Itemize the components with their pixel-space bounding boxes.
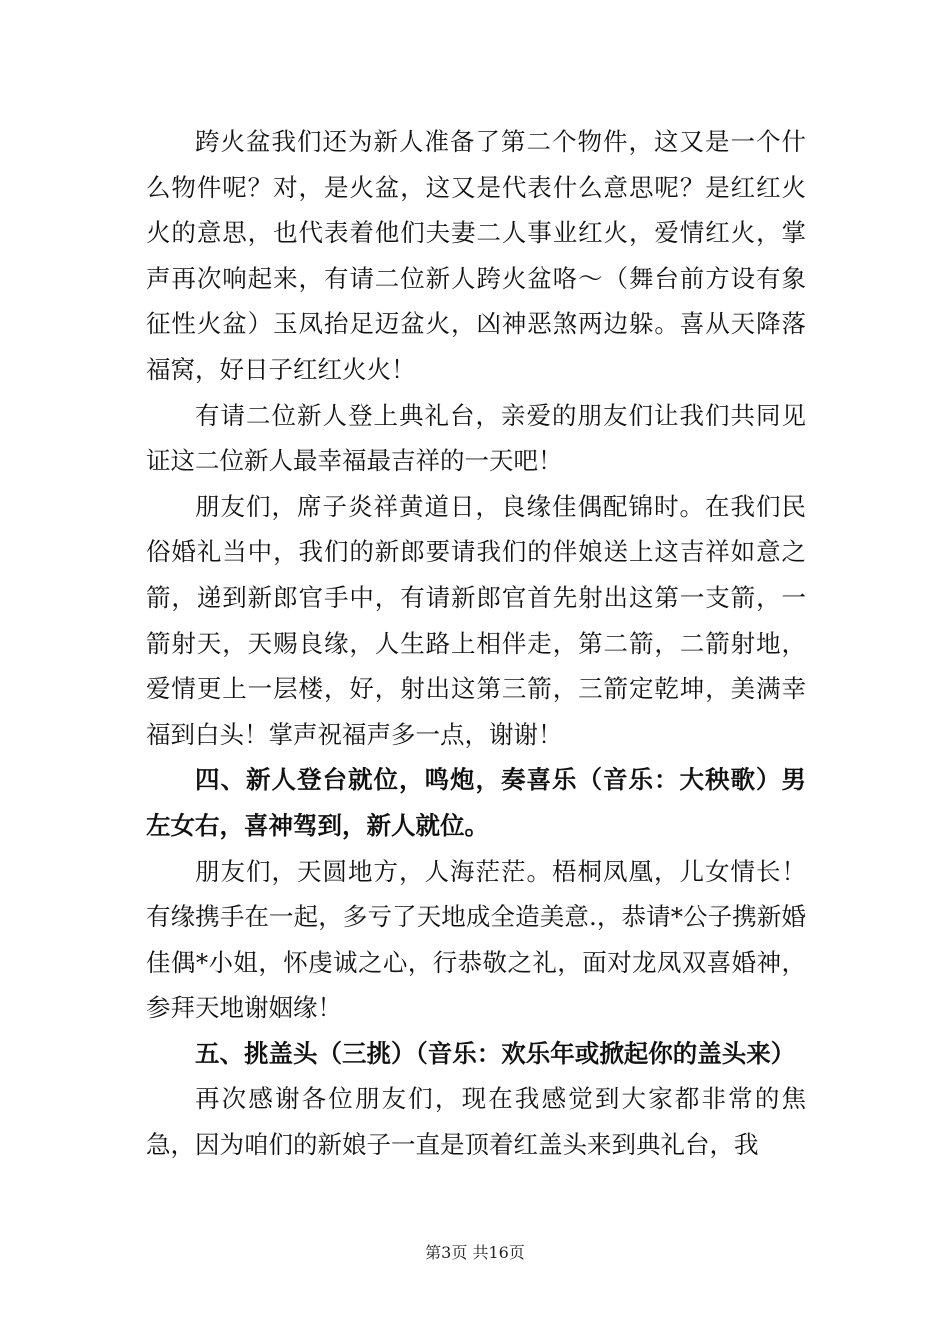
paragraph-fire-basin: 跨火盆我们还为新人准备了第二个物件，这又是一个什么物件呢？对，是火盆，这又是代表什么意思呢？是红红火火的意思，也代表着他们夫妻二人事业红火，爱情红火，掌声再次响起来，有请二位新人跨火盆咯～（舞台前方设有象征性火盆）玉凤抬足迈盆火，凶神恶煞两边躲。喜从天降落福窝，好日子红红火火！: [146, 127, 806, 384]
page-footer: 第3页 共16页: [425, 1243, 525, 1262]
paragraph-veil: 再次感谢各位朋友们，现在我感觉到大家都非常的焦急，因为咱们的新娘子一直是顶着红盖头来到典礼台，我: [146, 1084, 806, 1160]
paragraph-worship: 朋友们，天圆地方，人海茫茫。梧桐凤凰，儿女情长！有缘携手在一起，多亏了天地成全造美意.，恭请*公子携新婚佳偶*小姐，怀虔诚之心，行恭敬之礼，面对龙凤双喜婚神，参拜天地谢姻缘！: [146, 856, 806, 1023]
page-body: [146, 119, 806, 1168]
paragraph-invite-stage: 有请二位新人登上典礼台，亲爱的朋友们让我们共同见证这二位新人最幸福最吉祥的一天吧！: [146, 400, 806, 476]
section-heading-5: 五、挑盖头（三挑）（音乐：欢乐年或掀起你的盖头来）: [195, 1038, 796, 1068]
section-heading-4: 四、新人登台就位，鸣炮，奏喜乐（音乐：大秧歌）男左女右，喜神驾到，新人就位。: [146, 765, 806, 840]
paragraph-arrows: 朋友们，席子炎祥黄道日，良缘佳偶配锦时。在我们民俗婚礼当中，我们的新郎要请我们的伴娘送上这吉祥如意之箭，递到新郎官手中，有请新郎官首先射出这第一支箭，一箭射天，天赐良缘，人生路上相伴走，第二箭，二箭射地，爱情更上一层楼，好，射出这第三箭，三箭定乾坤，美满幸福到白头！掌声祝福声多一点，谢谢！: [146, 491, 806, 749]
